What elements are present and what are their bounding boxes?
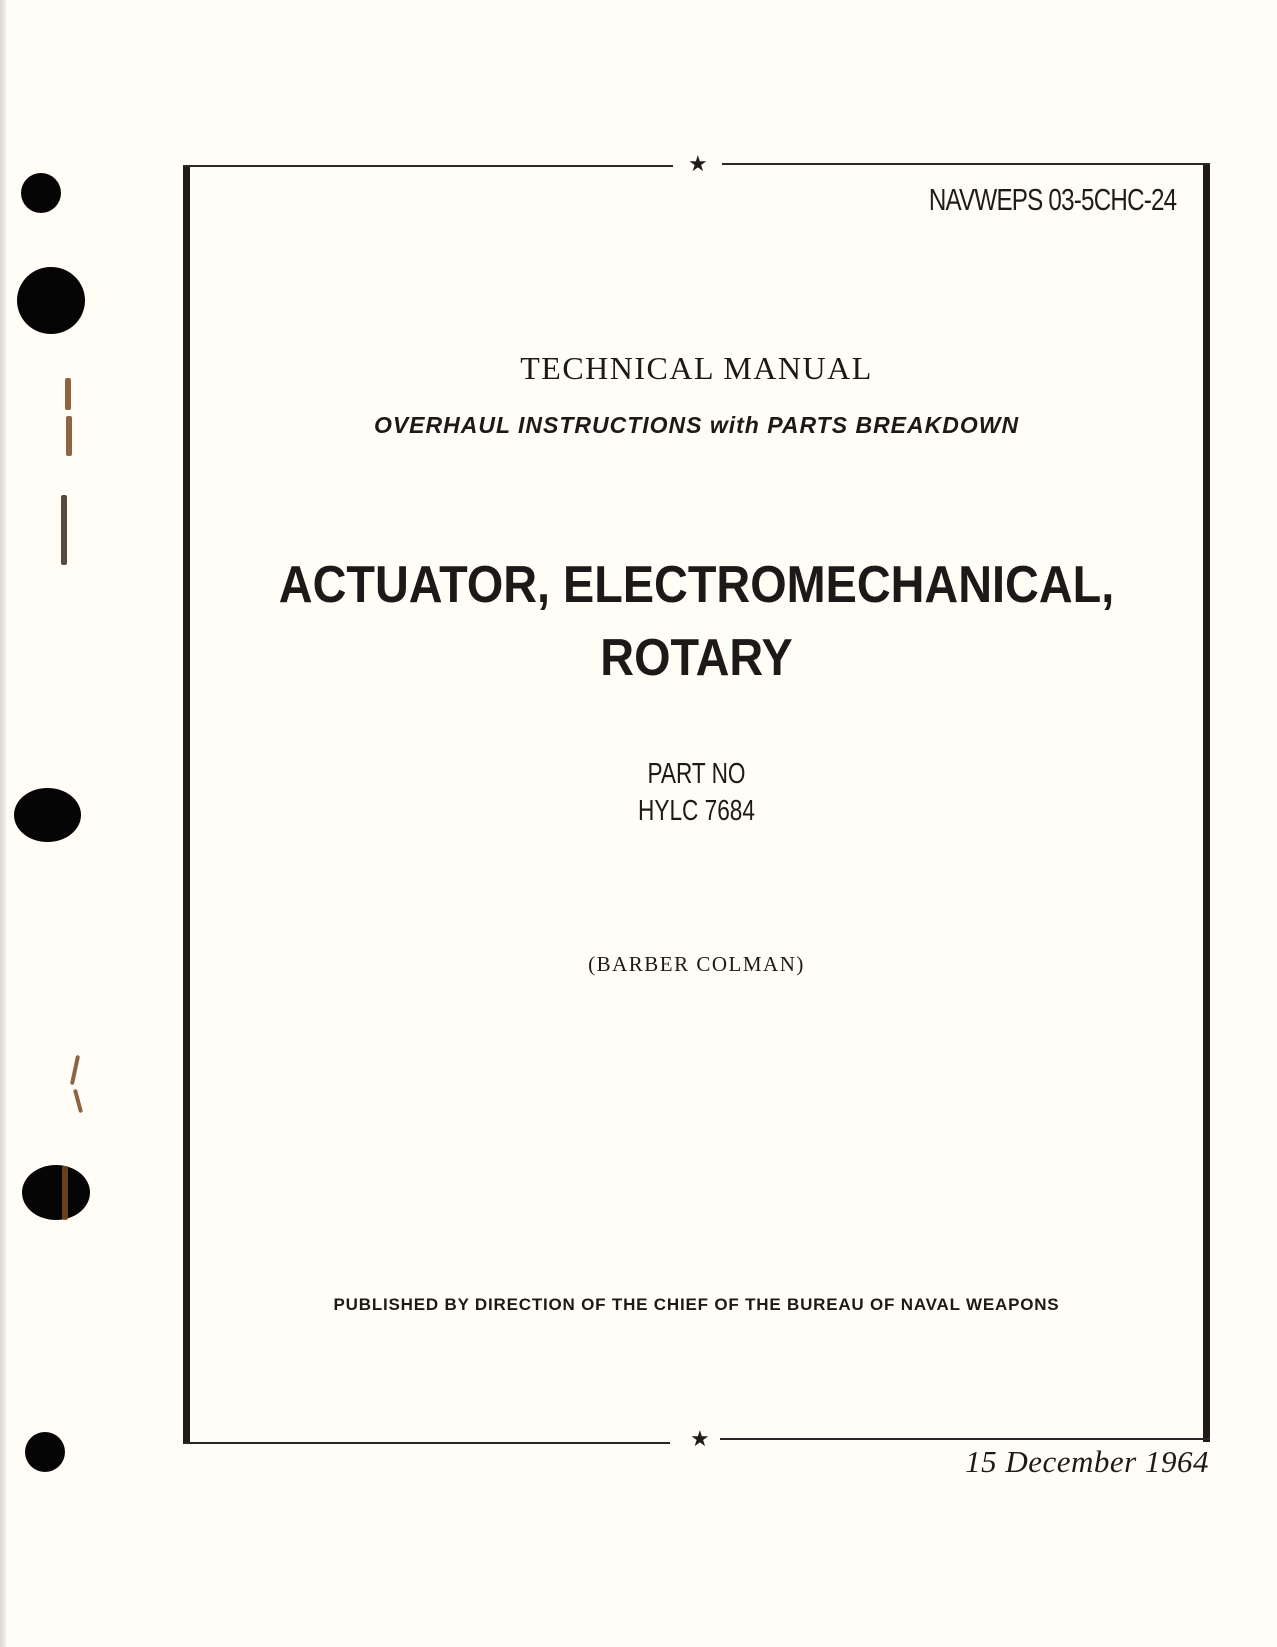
star-icon: ★ [690, 1427, 710, 1452]
staple-mark [70, 1055, 80, 1085]
star-icon: ★ [688, 152, 708, 177]
frame-top-right-rule [722, 163, 1210, 165]
staple-mark [62, 1166, 68, 1220]
binder-hole [14, 788, 81, 842]
binder-hole [25, 1432, 65, 1472]
publisher-statement: PUBLISHED BY DIRECTION OF THE CHIEF OF THE BUREAU OF NAVAL WEAPONS [333, 1295, 1060, 1314]
equipment-title-line-2: ROTARY [600, 629, 793, 687]
frame-top-left-rule [183, 165, 673, 167]
staple-mark [66, 416, 72, 456]
staple-mark [65, 378, 71, 410]
part-number-value: HYLC 7684 [638, 795, 755, 827]
publication-date: 15 December 1964 [965, 1444, 1209, 1479]
binder-hole [21, 173, 61, 213]
manual-subtitle: OVERHAUL INSTRUCTIONS with PARTS BREAKDOWN [373, 412, 1020, 438]
manufacturer: (BARBER COLMAN) [588, 952, 805, 976]
binder-hole [17, 267, 85, 334]
equipment-title-line-1: ACTUATOR, ELECTROMECHANICAL, [278, 556, 1115, 614]
part-number-label: PART NO [647, 758, 746, 790]
frame-bottom-left-rule [183, 1442, 670, 1444]
frame-bottom-right-rule [720, 1438, 1210, 1440]
document-number: NAVWEPS 03-5CHC-24 [928, 182, 1176, 217]
binder-hole [22, 1165, 90, 1220]
page-edge [0, 0, 6, 1647]
manual-type-heading: TECHNICAL MANUAL [520, 350, 873, 386]
staple-mark [61, 495, 67, 565]
staple-mark [73, 1089, 83, 1113]
